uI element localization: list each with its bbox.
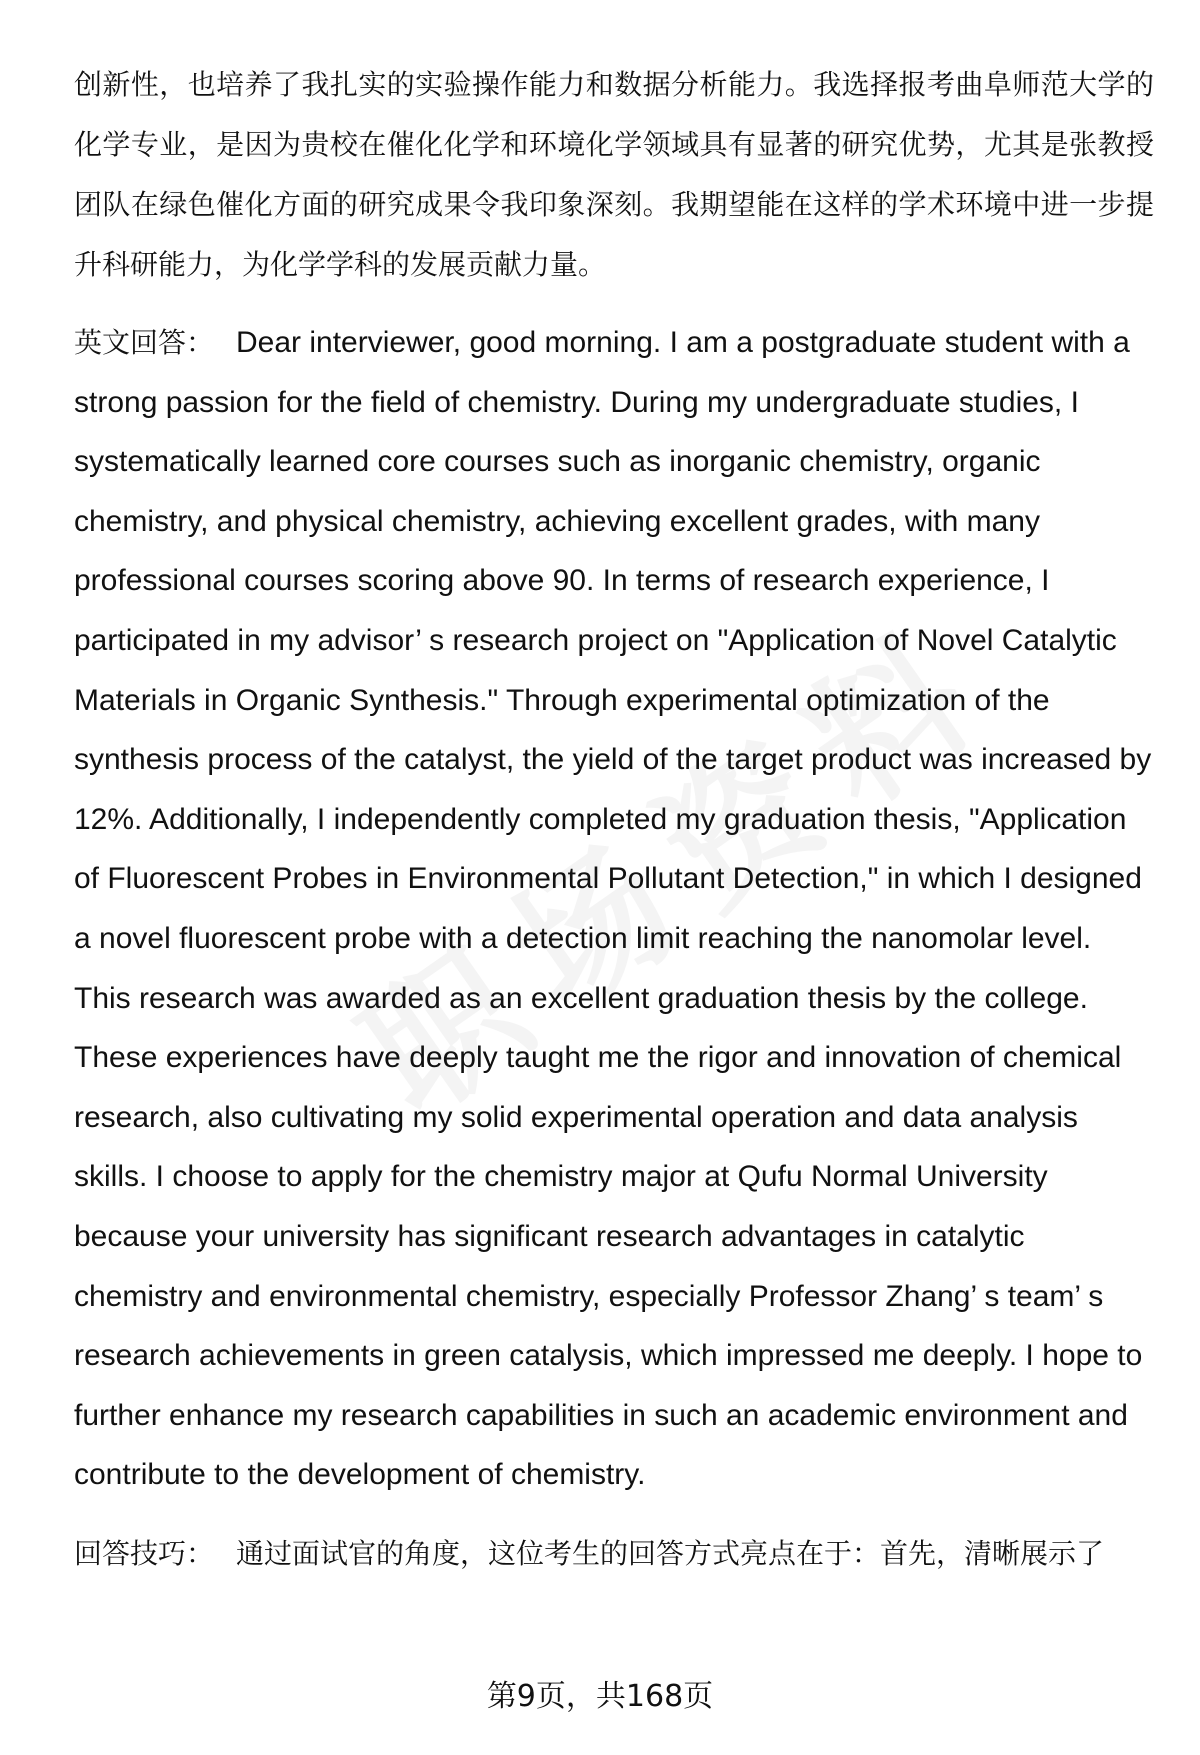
page-number-footer: 第9页，共168页: [486, 1679, 714, 1714]
answer-tips-paragraph: [74, 1524, 1154, 1584]
answer-tips-label: 回答技巧：: [74, 1536, 215, 1570]
english-answer-paragraph: [74, 313, 1154, 1505]
page-content: [74, 55, 1154, 1584]
english-answer-label: 英文回答：: [74, 326, 215, 359]
english-answer-text: Dear interviewer, good morning. I am a postgraduate student with a strong passion for the field of chemistry. During my undergraduate studies, I systematically learned core courses such as inorganic chemistry, organic chemistry, and physical chemistry, achieving excellent grades, with many professional courses scoring above 90. In terms of research experience, I participated in my advisor’ s research project on "Application of Novel Catalytic Materials in Organic Synthesis." Through experimental optimization of the synthesis process of the catalyst, the yield of the target product was increased by 12%. Additionally, I independently completed my graduation thesis, "Application of Fluorescent Probes in Environmental Pollutant Detection," in which I designed a novel fluorescent probe with a detection limit reaching the nanomolar level. This research was awarded as an excellent graduation thesis by the college. These experiences have deeply taught me the rigor and innovation of chemical research, also cultivating my solid experimental operation and data analysis skills. I choose to apply for the chemistry major at Qufu Normal University because your university has significant research advantages in catalytic chemistry and environmental chemistry, especially Professor Zhang’ s team’ s research achievements in green catalysis, which impressed me deeply. I hope to further enhance my research capabilities in such an academic environment and contribute to the development of chemistry.: [74, 326, 1152, 1492]
answer-tips-text: 通过面试官的角度，这位考生的回答方式亮点在于：首先，清晰展示了: [236, 1536, 1105, 1570]
chinese-answer-continuation: 创新性，也培养了我扎实的实验操作能力和数据分析能力。我选择报考曲阜师范大学的化学专业，是因为贵校在催化化学和环境化学领域具有显著的研究优势，尤其是张教授团队在绿色催化方面的研究成果令我印象深刻。我期望能在这样的学术环境中进一步提升科研能力，为化学学科的发展贡献力量。: [74, 68, 1154, 281]
